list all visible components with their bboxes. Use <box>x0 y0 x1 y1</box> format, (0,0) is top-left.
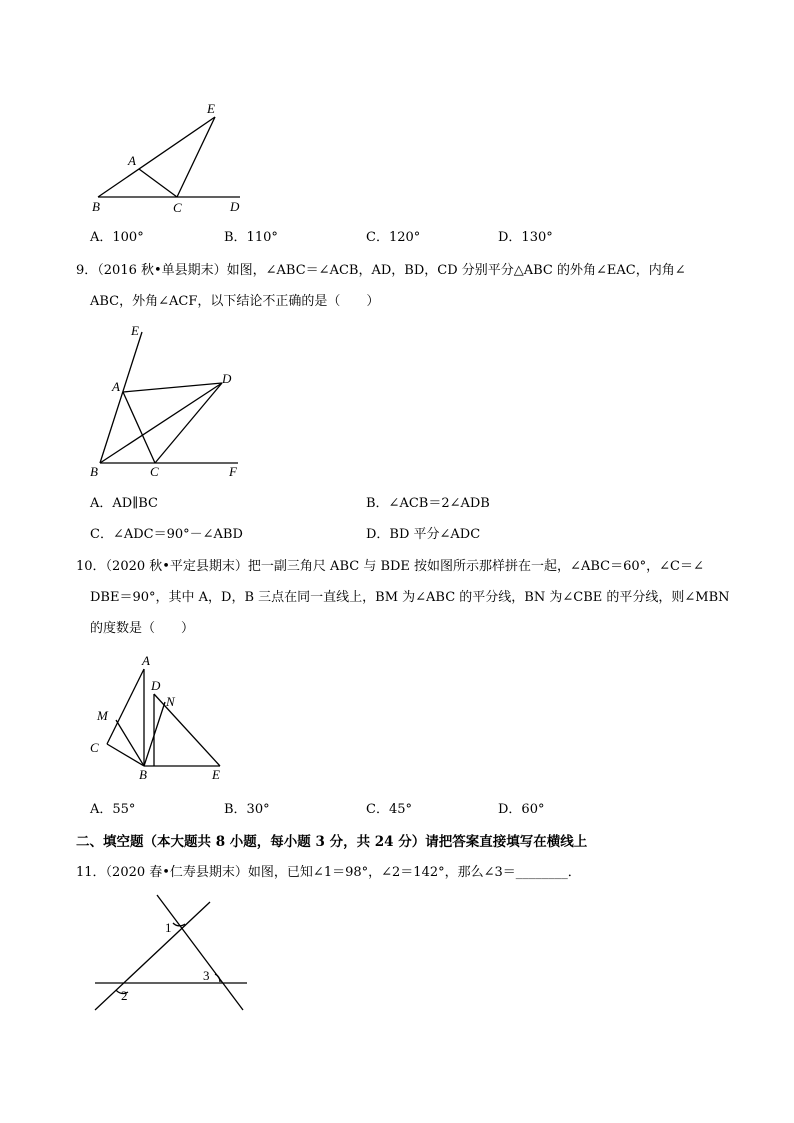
q9-label-d: D <box>222 371 232 386</box>
q10-label-d: D <box>151 678 161 693</box>
q10-label-n: N <box>166 694 175 709</box>
q10-label-a: A <box>142 653 150 668</box>
q11-label-2: 2 <box>121 988 128 1003</box>
q10-option-d: D．60° <box>498 802 545 817</box>
q10-stem-line1: 10．（2020 秋•平定县期末）把一副三角尺 ABC 与 BDE 按如图所示那样拼在一起，∠ABC＝60°，∠C＝∠ <box>76 559 704 574</box>
q10-label-c: C <box>90 740 99 755</box>
q11-stem-line1: 11．（2020 春•仁寿县期末）如图，已知∠1＝98°，∠2＝142°，那么∠3＝________． <box>76 865 581 880</box>
q11-angle-3-arc <box>215 974 220 982</box>
q11-line-left <box>95 902 210 1010</box>
q9-figure <box>80 320 265 485</box>
q9-label-a: A <box>112 379 120 394</box>
q10-label-b: B <box>139 767 147 782</box>
q9-option-c: C．∠ADC＝90°－∠ABD <box>90 527 243 542</box>
q10-line-ac <box>107 669 144 744</box>
q8-figure <box>80 95 260 220</box>
q8-line-ac <box>139 169 177 197</box>
q9-option-d: D．BD 平分∠ADC <box>366 527 481 542</box>
q11-label-1: 1 <box>165 920 172 935</box>
q9-option-b: B．∠ACB＝2∠ADB <box>366 496 490 511</box>
q10-label-e: E <box>212 767 220 782</box>
q9-label-e: E <box>131 323 139 338</box>
q9-label-f: F <box>229 464 237 479</box>
q8-label-b: B <box>92 199 100 214</box>
q9-stem-line1: 9．（2016 秋•单县期末）如图，∠ABC＝∠ACB，AD，BD，CD 分别平分△ABC 的外角∠EAC，内角∠ <box>76 263 686 278</box>
q8-label-d: D <box>230 199 240 214</box>
q10-label-m: M <box>97 708 108 723</box>
q10-line-cb <box>107 744 144 766</box>
q10-option-c: C．45° <box>366 802 412 817</box>
section-heading: 二、填空题（本大题共 8 小题，每小题 3 分，共 24 分）请把答案直接填写在横线上 <box>76 834 588 850</box>
q8-option-b: B．110° <box>224 230 278 245</box>
q9-line-ac <box>123 392 155 463</box>
q9-line-cd <box>155 383 222 463</box>
q9-line-be <box>100 332 142 463</box>
q10-stem-line2: DBE＝90°，其中 A，D，B 三点在同一直线上，BM 为∠ABC 的平分线，BN 为∠CBE 的平分线，则∠MBN <box>90 590 730 605</box>
q8-option-c: C．120° <box>366 230 421 245</box>
q9-option-a: A．AD∥BC <box>90 496 158 511</box>
q10-option-a: A．55° <box>90 802 136 817</box>
q10-option-b: B．30° <box>224 802 270 817</box>
q8-option-a: A．100° <box>90 230 144 245</box>
q9-stem-line2: ABC，外角∠ACF，以下结论不正确的是（ ） <box>90 294 380 309</box>
q8-line-be <box>98 117 215 197</box>
q9-label-b: B <box>90 464 98 479</box>
q9-line-bd <box>100 383 222 463</box>
q9-line-ad <box>123 383 222 392</box>
q10-figure <box>80 650 240 785</box>
q8-line-ce <box>177 117 215 197</box>
q8-label-a: A <box>128 153 136 168</box>
q10-line-bm <box>116 720 144 766</box>
q9-label-c: C <box>150 464 159 479</box>
q8-option-d: D．130° <box>498 230 553 245</box>
q8-label-e: E <box>207 101 215 116</box>
q11-figure <box>85 890 260 1020</box>
q11-label-3: 3 <box>203 968 210 983</box>
q8-label-c: C <box>173 200 182 215</box>
q10-stem-line3: 的度数是（ ） <box>90 621 195 636</box>
